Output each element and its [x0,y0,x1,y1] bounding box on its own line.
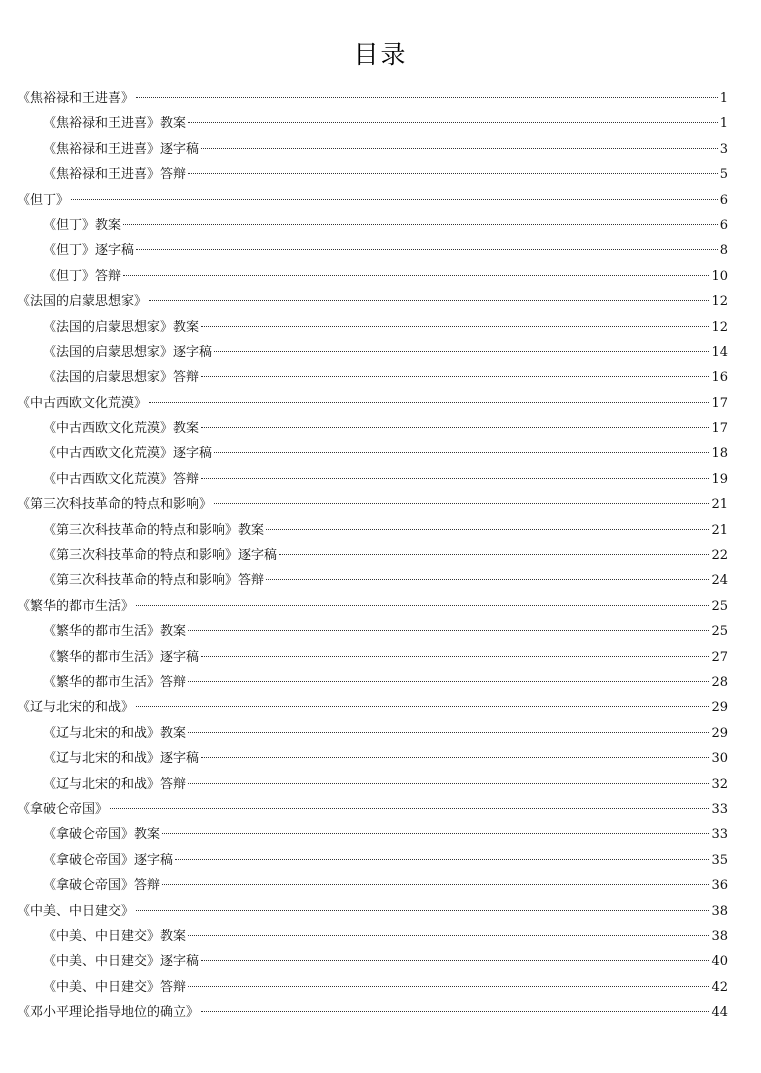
toc-entry-label: 《中古西欧文化荒漠》教案 [43,421,200,437]
toc-entry-page-number: 27 [711,649,728,665]
dot-leader [201,960,709,961]
dot-leader [214,503,709,504]
toc-entry-page-number: 6 [719,217,728,233]
dot-leader [136,605,709,606]
dot-leader [201,326,709,327]
dot-leader [123,275,709,276]
dot-leader [136,97,718,98]
toc-entry-page-number: 6 [719,192,728,208]
toc-entry-section[interactable] [0,441,761,466]
toc-entry-label: 《辽与北宋的和战》 [17,700,135,716]
dot-leader [149,300,709,301]
toc-entry-section[interactable] [0,924,761,949]
toc-entry-page-number: 32 [711,776,728,792]
toc-entry-section[interactable] [0,645,761,670]
toc-entry-label: 《焦裕禄和王进喜》答辩 [43,167,187,183]
dot-leader [71,199,718,200]
toc-entry-label: 《第三次科技革命的特点和影响》逐字稿 [43,548,278,564]
toc-entry-label: 《焦裕禄和王进喜》 [17,91,135,106]
toc-entry-page-number: 40 [711,954,728,970]
dot-leader [162,884,709,885]
toc-entry-page-number: 29 [711,700,728,716]
dot-leader [201,1011,709,1012]
toc-entry-label: 《法国的启蒙思想家》逐字稿 [43,344,213,360]
toc-entry-chapter[interactable] [0,188,761,213]
toc-entry-page-number: 12 [711,319,728,335]
toc-entry-label: 《但丁》答辩 [43,268,122,284]
dot-leader [162,833,709,834]
toc-entry-page-number: 44 [711,1005,728,1021]
toc-entry-section[interactable] [0,568,761,593]
toc-entry-page-number: 35 [711,852,728,868]
toc-entry-section[interactable] [0,162,761,187]
dot-leader [266,579,709,580]
toc-entry-label: 《第三次科技革命的特点和影响》教案 [43,522,265,538]
toc-entry-label: 《繁华的都市生活》答辩 [43,674,187,690]
toc-entry-section[interactable] [0,365,761,390]
dot-leader [201,376,709,377]
toc-entry-page-number: 25 [711,598,728,614]
toc-entry-page-number: 33 [711,801,728,817]
toc-entry-section[interactable] [0,315,761,340]
toc-entry-label: 《中美、中日建交》逐字稿 [43,954,200,970]
toc-entry-page-number: 3 [719,141,728,157]
toc-entry-chapter[interactable] [0,391,761,416]
dot-leader [188,173,718,174]
toc-entry-section[interactable] [0,340,761,365]
toc-entry-label: 《但丁》 [17,192,70,208]
toc-entry-page-number: 1 [719,91,728,106]
toc-entry-page-number: 42 [711,979,728,995]
toc-entry-page-number: 36 [711,878,728,894]
toc-entry-label: 《繁华的都市生活》 [17,598,135,614]
dot-leader [279,554,709,555]
toc-entry-section[interactable] [0,848,761,873]
toc-entry-chapter[interactable] [0,86,761,111]
toc-entry-section[interactable] [0,975,761,1000]
toc-entry-page-number: 28 [711,674,728,690]
dot-leader [175,859,709,860]
dot-leader [201,427,709,428]
dot-leader [188,783,709,784]
toc-entry-page-number: 24 [711,573,728,589]
dot-leader [123,224,718,225]
toc-entry-page-number: 25 [711,624,728,640]
toc-entry-page-number: 12 [711,294,728,310]
toc-entry-label: 《中美、中日建交》教案 [43,928,187,944]
toc-entry-section[interactable] [0,949,761,974]
toc-entry-page-number: 21 [711,497,728,513]
dot-leader [266,529,709,530]
dot-leader [136,706,709,707]
toc-entry-page-number: 18 [711,446,728,462]
toc-entry-section[interactable] [0,467,761,492]
dot-leader [136,910,709,911]
dot-leader [110,808,709,809]
dot-leader [188,630,709,631]
toc-entry-label: 《焦裕禄和王进喜》教案 [43,116,187,132]
toc-entry-label: 《法国的启蒙思想家》教案 [43,319,200,335]
toc-entry-label: 《邓小平理论指导地位的确立》 [17,1005,200,1021]
toc-entry-page-number: 38 [711,928,728,944]
dot-leader [201,478,709,479]
toc-entry-label: 《中美、中日建交》 [17,903,135,919]
dot-leader [201,656,709,657]
toc-entry-chapter[interactable] [0,492,761,517]
toc-entry-section[interactable] [0,416,761,441]
toc-entry-label: 《拿破仑帝国》 [17,801,109,817]
toc-entry-page-number: 22 [711,548,728,564]
toc-entry-page-number: 29 [711,725,728,741]
toc-entry-chapter[interactable] [0,797,761,822]
toc-entry-section[interactable] [0,518,761,543]
dot-leader [214,351,709,352]
toc-entry-label: 《繁华的都市生活》逐字稿 [43,649,200,665]
toc-entry-page-number: 17 [711,421,728,437]
toc-entry-label: 《辽与北宋的和战》教案 [43,725,187,741]
toc-entry-page-number: 8 [719,243,728,259]
toc-list [0,86,761,1025]
toc-entry-label: 《辽与北宋的和战》答辩 [43,776,187,792]
dot-leader [201,148,718,149]
dot-leader [188,986,709,987]
toc-entry-label: 《第三次科技革命的特点和影响》 [17,497,213,513]
toc-entry-page-number: 38 [711,903,728,919]
toc-entry-page-number: 16 [711,370,728,386]
toc-entry-label: 《中古西欧文化荒漠》 [17,395,148,411]
toc-entry-label: 《中古西欧文化荒漠》答辩 [43,471,200,487]
toc-entry-section[interactable] [0,772,761,797]
toc-entry-section[interactable] [0,137,761,162]
dot-leader [188,681,709,682]
toc-entry-section[interactable] [0,746,761,771]
toc-entry-label: 《但丁》教案 [43,217,122,233]
toc-entry-label: 《第三次科技革命的特点和影响》答辩 [43,573,265,589]
dot-leader [149,402,709,403]
toc-entry-page-number: 30 [711,751,728,767]
dot-leader [136,249,718,250]
toc-entry-chapter[interactable] [0,899,761,924]
toc-entry-label: 《法国的启蒙思想家》 [17,294,148,310]
toc-entry-label: 《拿破仑帝国》教案 [43,827,161,843]
dot-leader [214,452,709,453]
toc-entry-section[interactable] [0,238,761,263]
toc-entry-section[interactable] [0,822,761,847]
toc-entry-section[interactable] [0,873,761,898]
toc-entry-page-number: 10 [711,268,728,284]
toc-entry-chapter[interactable] [0,1000,761,1025]
toc-entry-page-number: 5 [719,167,728,183]
toc-entry-label: 《拿破仑帝国》逐字稿 [43,852,174,868]
toc-entry-section[interactable] [0,619,761,644]
toc-entry-page-number: 33 [711,827,728,843]
toc-entry-chapter[interactable] [0,289,761,314]
dot-leader [188,732,709,733]
toc-entry-page-number: 17 [711,395,728,411]
toc-entry-chapter[interactable] [0,594,761,619]
dot-leader [188,122,718,123]
dot-leader [201,757,709,758]
toc-entry-section[interactable] [0,264,761,289]
toc-entry-chapter[interactable] [0,695,761,720]
toc-entry-section[interactable] [0,670,761,695]
toc-entry-label: 《中古西欧文化荒漠》逐字稿 [43,446,213,462]
toc-title: 目录 [353,40,408,69]
toc-entry-label: 《但丁》逐字稿 [43,243,135,259]
toc-entry-section[interactable] [0,213,761,238]
toc-entry-page-number: 21 [711,522,728,538]
toc-entry-label: 《法国的启蒙思想家》答辩 [43,370,200,386]
toc-entry-page-number: 1 [719,116,728,132]
toc-entry-section[interactable] [0,543,761,568]
toc-entry-label: 《繁华的都市生活》教案 [43,624,187,640]
toc-entry-label: 《辽与北宋的和战》逐字稿 [43,751,200,767]
toc-entry-page-number: 14 [711,344,728,360]
toc-entry-section[interactable] [0,721,761,746]
toc-entry-label: 《拿破仑帝国》答辩 [43,878,161,894]
toc-entry-page-number: 19 [711,471,728,487]
toc-entry-label: 《中美、中日建交》答辩 [43,979,187,995]
dot-leader [188,935,709,936]
toc-entry-label: 《焦裕禄和王进喜》逐字稿 [43,141,200,157]
toc-entry-section[interactable] [0,111,761,136]
